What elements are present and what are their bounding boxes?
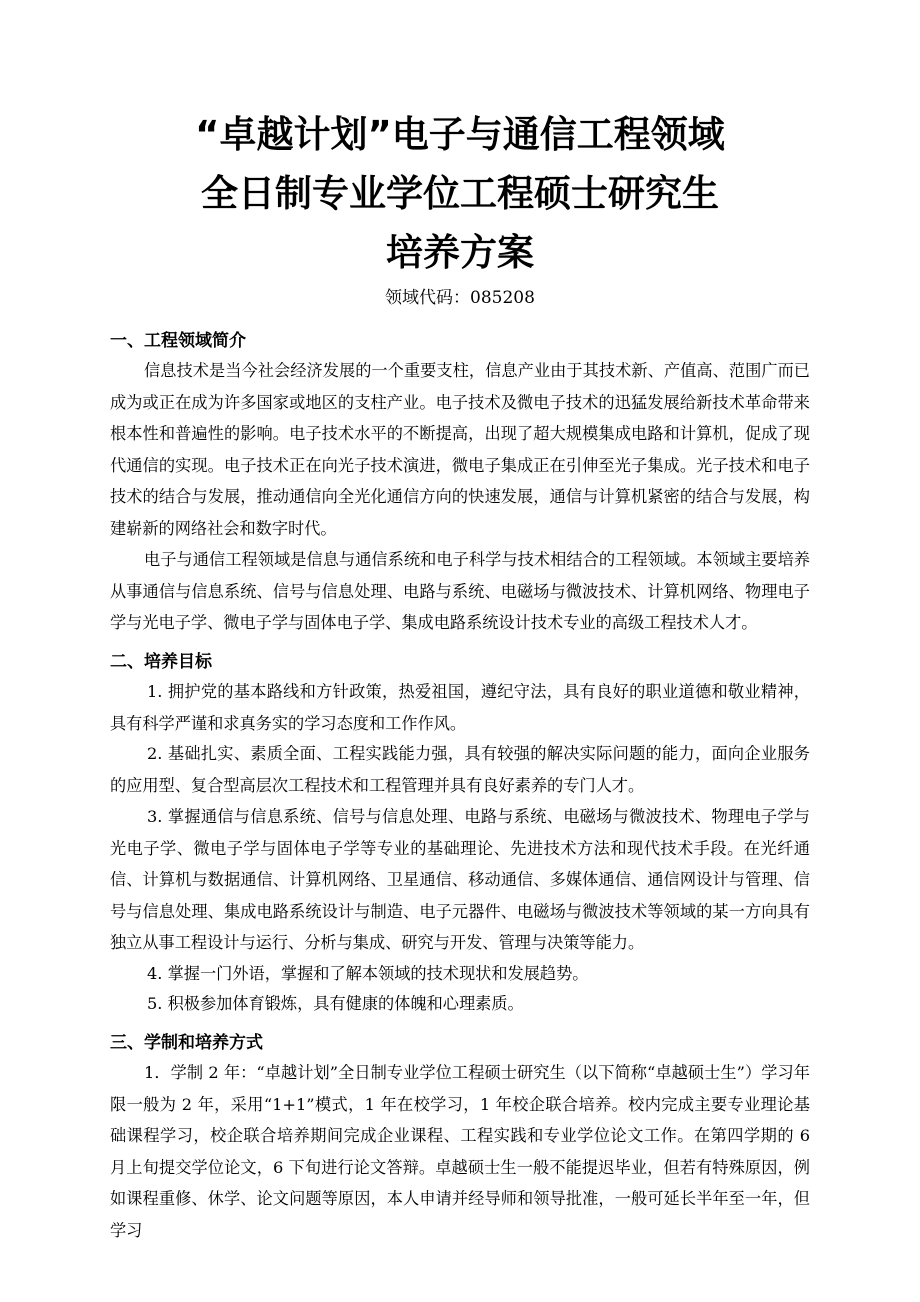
goal-item-1: 1. 拥护党的基本路线和方针政策，热爱祖国，遵纪守法，具有良好的职业道德和敬业精神，具有科学严谨和求真务实的学习态度和工作作风。	[110, 682, 810, 733]
section-heading-system: 三、学制和培养方式	[110, 1033, 263, 1053]
section-heading-goals: 二、培养目标	[110, 652, 212, 672]
field-code: 领域代码：085208	[385, 288, 535, 308]
goal-item-3: 3. 掌握通信与信息系统、信号与信息处理、电路与系统、电磁场与微波技术、物理电子学与光电子学、微电子学与固体电子学等专业的基础理论、先进技术方法和现代技术手段。在光纤通信、计算机与数据通信、计算机网络、卫星通信、移动通信、多媒体通信、通信网设计与管理、信号与信息处理、集成电路系统设计与制造、电子元器件、电磁场与微波技术等领域的某一方向具有独立从事工程设计与运行、分析与集成、研究与开发、管理与决策等能力。	[110, 807, 810, 953]
intro-paragraph-2: 电子与通信工程领域是信息与通信系统和电子科学与技术相结合的工程领域。本领域主要培养从事通信与信息系统、信号与信息处理、电路与系统、电磁场与微波技术、计算机网络、物理电子学与光电子学、微电子学与固体电子学、集成电路系统设计技术专业的高级工程技术人才。	[110, 550, 810, 633]
goal-item-4: 4. 掌握一门外语，掌握和了解本领域的技术现状和发展趋势。	[147, 964, 589, 983]
intro-paragraph-1: 信息技术是当今社会经济发展的一个重要支柱，信息产业由于其技术新、产值高、范围广而已成为或正在成为许多国家或地区的支柱产业。电子技术及微电子技术的迅猛发展给新技术革命带来根本性和普遍性的影响。电子技术水平的不断提高，出现了超大规模集成电路和计算机，促成了现代通信的实现。电子技术正在向光子技术演进，微电子集成正在引伸至光子集成。光子技术和电子技术的结合与发展，推动通信向全光化通信方向的快速发展，通信与计算机紧密的结合与发展，构建崭新的网络社会和数字时代。	[110, 361, 810, 538]
goal-item-5: 5. 积极参加体育锻炼，具有健康的体魄和心理素质。	[147, 994, 524, 1013]
document-title-line-1: “卓越计划”电子与通信工程领域	[195, 113, 725, 156]
system-paragraph-1: 1．学制 2 年：“卓越计划”全日制专业学位工程硕士研究生（以下简称“卓越硕士生”）学习年限一般为 2 年，采用“1+1”模式，1 年在校学习，1 年校企联合培养。校内完成主要专业理论基础课程学习，校企联合培养期间完成企业课程、工程实践和专业学位论文工作。在第四学期的 6 月上旬提交学位论文，6 下旬进行论文答辩。卓越硕士生一般不能提迟毕业，但若有特殊原因，例如课程重修、休学、论文问题等原因，本人申请并经导师和领导批准，一般可延长半年至一年，但学习	[110, 1063, 810, 1240]
goal-item-2: 2. 基础扎实、素质全面、工程实践能力强，具有较强的解决实际问题的能力，面向企业服务的应用型、复合型高层次工程技术和工程管理并具有良好素养的专门人才。	[110, 744, 810, 795]
document-title-line-2: 全日制专业学位工程硕士研究生	[201, 172, 719, 215]
document-title-line-3: 培养方案	[386, 231, 534, 274]
section-heading-intro: 一、工程领域简介	[110, 331, 246, 351]
